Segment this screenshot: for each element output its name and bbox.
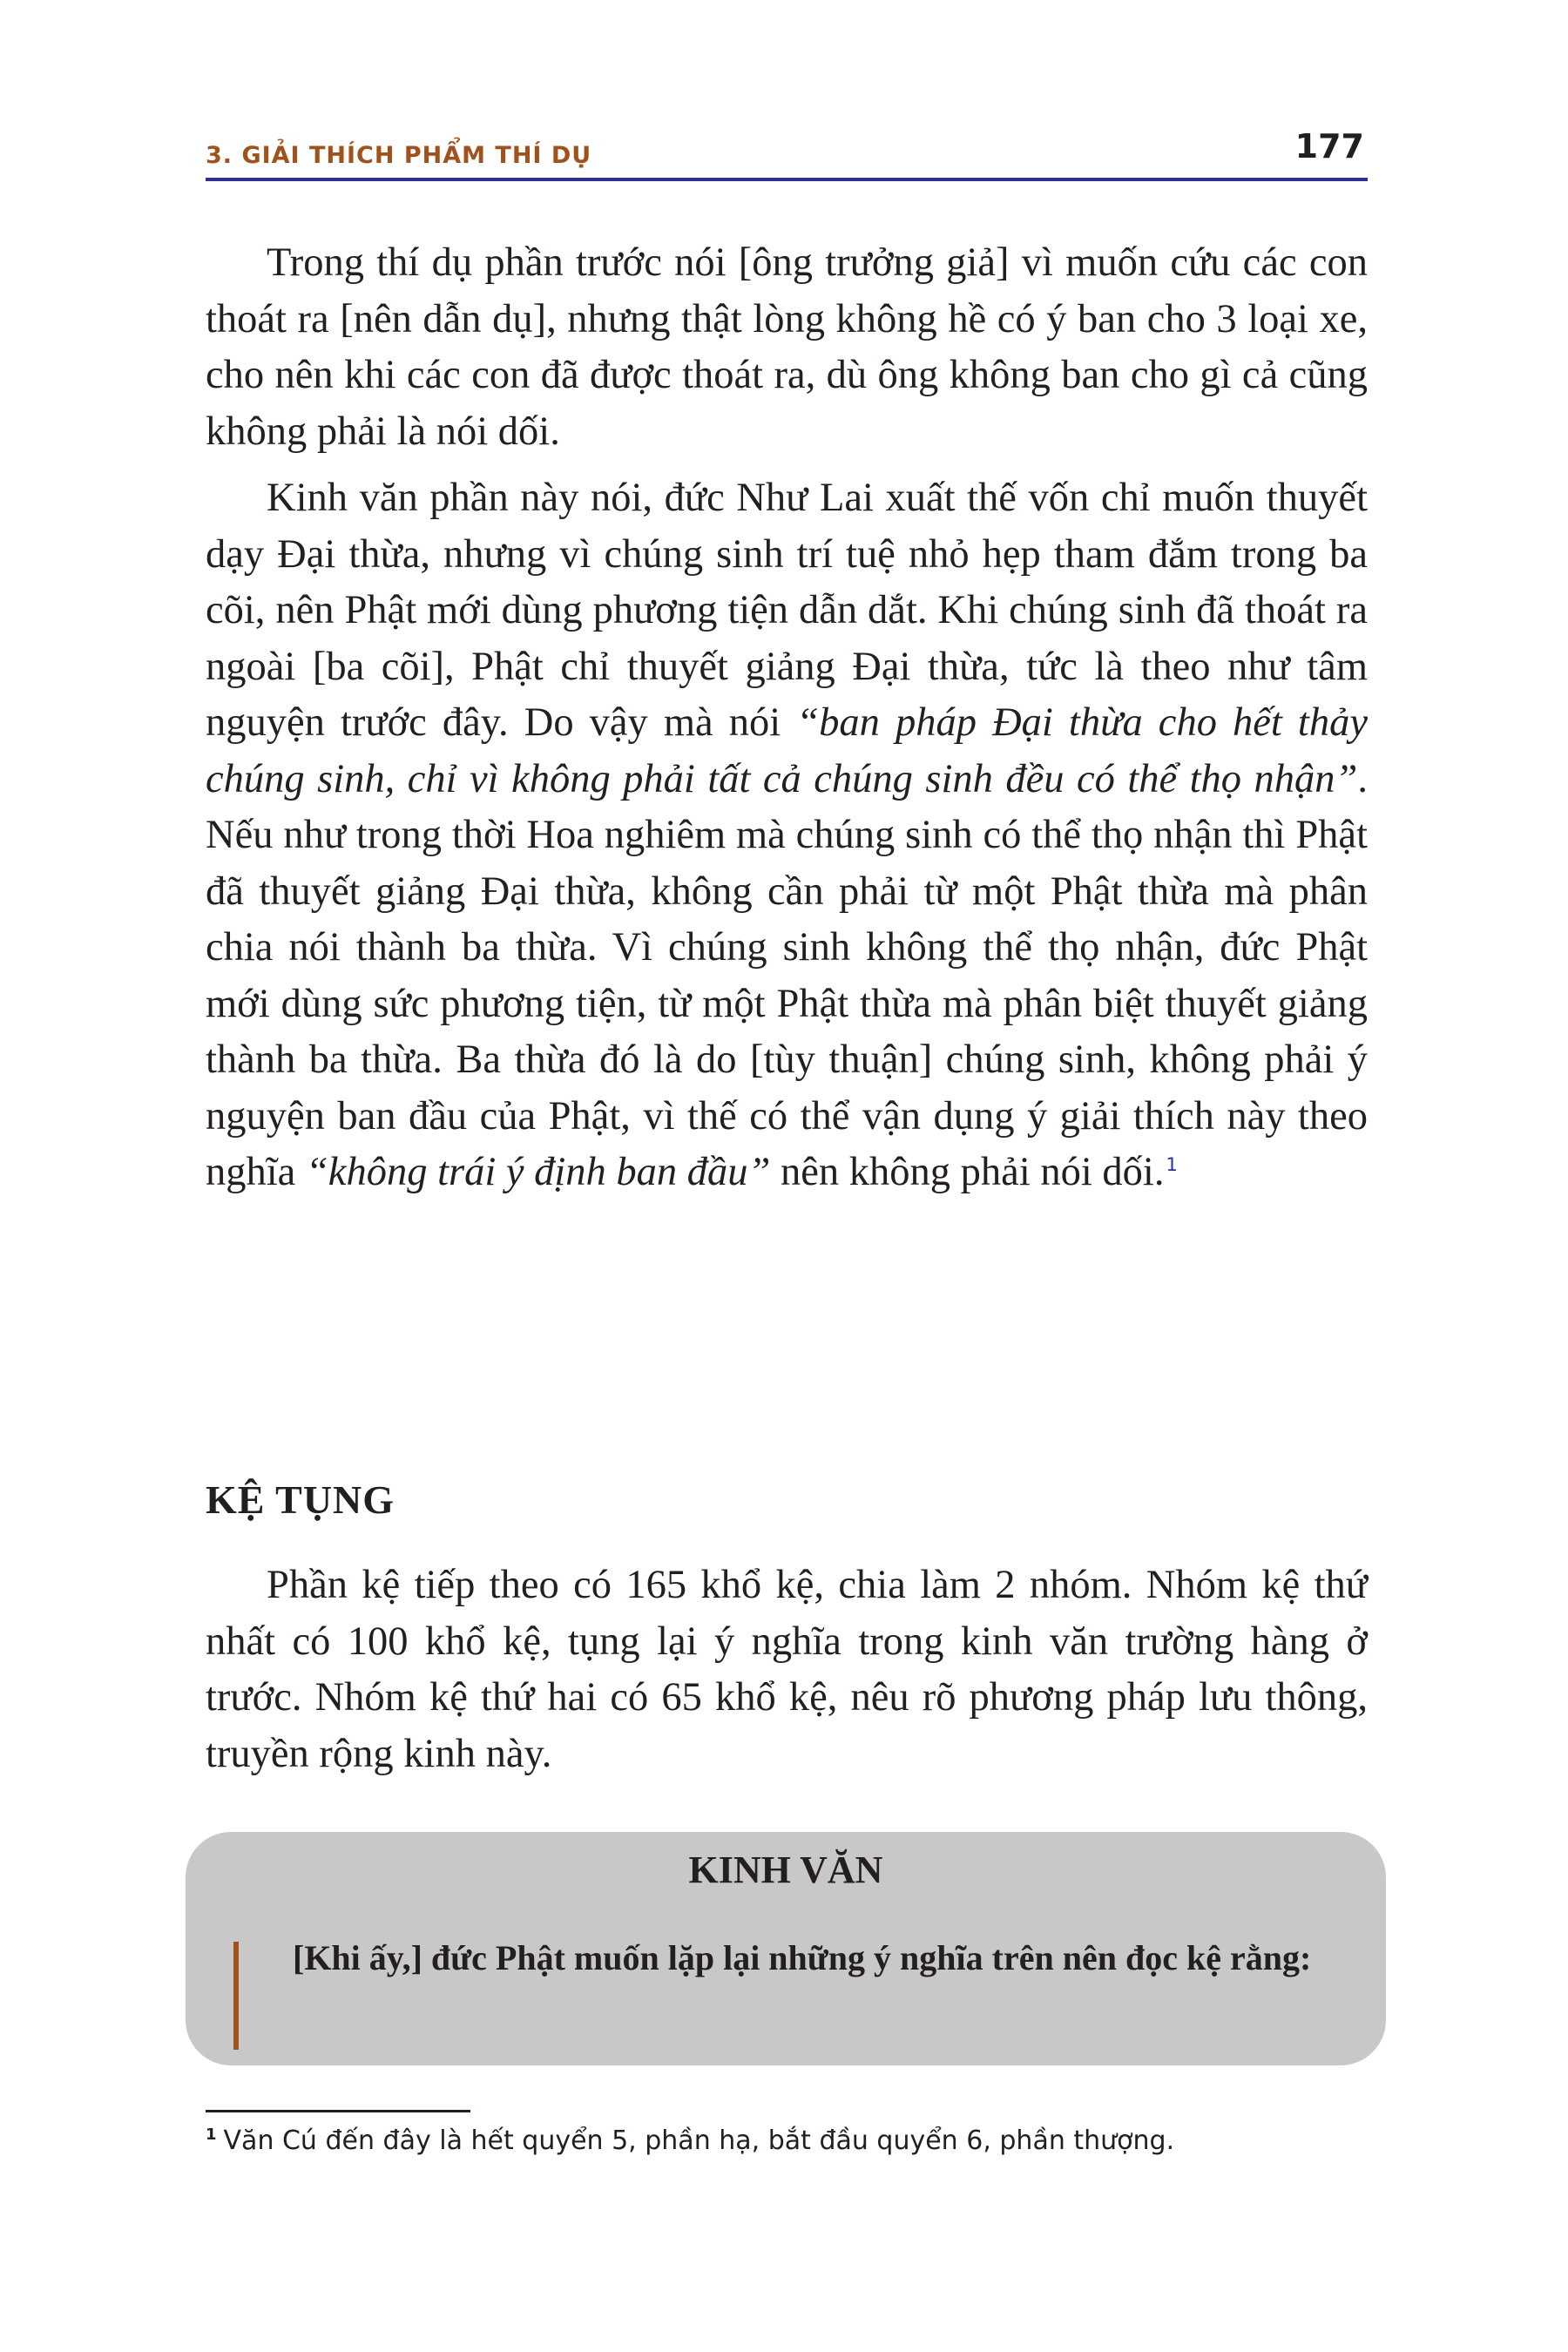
paragraph-2 <box>206 470 1368 1201</box>
main-text <box>206 235 1368 1212</box>
section-text <box>206 1558 1368 1782</box>
sutra-box <box>186 1832 1386 2065</box>
footnote-number: 1 <box>206 2126 217 2144</box>
sutra-text: [Khi ấy,] đức Phật muốn lặp lại những ý nghĩa trên nên đọc kệ rằng: <box>293 1938 1312 1977</box>
quote-ban-dau: “không trái ý định ban đầu” <box>305 1150 771 1194</box>
footnote-reference[interactable]: 1 <box>1166 1153 1178 1175</box>
section-heading: KỆ TỤNG <box>206 1477 395 1522</box>
footnote-divider <box>206 2110 470 2112</box>
running-header <box>206 122 1368 181</box>
sutra-title: KINH VĂN <box>688 1848 883 1891</box>
sutra-accent-bar <box>233 1942 239 2050</box>
page-number: 177 <box>1294 127 1364 166</box>
paragraph-1: Trong thí dụ phần trước nói [ông trưởng giả] vì muốn cứu các con thoát ra [nên dẫn dụ], nhưng thật lòng không hề có ý ban cho 3 loại xe, cho nên khi các con đã được thoát ra, dù ông không ban cho gì cả cũng không phải là nói dối. <box>206 240 1368 454</box>
footnote <box>206 2122 1368 2160</box>
footnote-text: Văn Cú đến đây là hết quyển 5, phần hạ, bắt đầu quyển 6, phần thượng. <box>223 2126 1175 2156</box>
chapter-title: 3. GIẢI THÍCH PHẨM THÍ DỤ <box>206 142 592 169</box>
section-paragraph: Phần kệ tiếp theo có 165 khổ kệ, chia làm 2 nhóm. Nhóm kệ thứ nhất có 100 khổ kệ, tụng lại ý nghĩa trong kinh văn trường hàng ở trước. Nhóm kệ thứ hai có 65 khổ kệ, nêu rõ phương pháp lưu thông, truyền rộng kinh này. <box>206 1563 1368 1776</box>
quote-dai-thua: “ban pháp Đại thừa cho hết thảy chúng sinh, chỉ vì không phải tất cả chúng sinh đều có thể thọ nhận” <box>206 700 1368 801</box>
paragraph-2-part-c: nên không phải nói dối. <box>770 1150 1165 1194</box>
paragraph-2-part-b: . Nếu như trong thời Hoa nghiêm mà chúng sinh có thể thọ nhận thì Phật đã thuyết giảng Đại thừa, không cần phải từ một Phật thừa mà phân chia nói thành ba thừa. Vì chúng sinh không thể thọ nhận, đức Phật mới dùng sức phương tiện, từ một Phật thừa mà phân biệt thuyết giảng thành ba thừa. Ba thừa đó là do [tùy thuận] chúng sinh, không phải ý nguyện ban đầu của Phật, vì thế có thể vận dụng ý giải thích này theo nghĩa <box>206 756 1368 1194</box>
paragraph-2-part-a: Kinh văn phần này nói, đức Như Lai xuất thế vốn chỉ muốn thuyết dạy Đại thừa, nhưng vì chúng sinh trí tuệ nhỏ hẹp tham đắm trong ba cõi, nên Phật mới dùng phương tiện dẫn dắt. Khi chúng sinh đã thoát ra ngoài [ba cõi], Phật chỉ thuyết giảng Đại thừa, tức là theo như tâm nguyện trước đây. Do vậy mà nói <box>206 476 1368 745</box>
